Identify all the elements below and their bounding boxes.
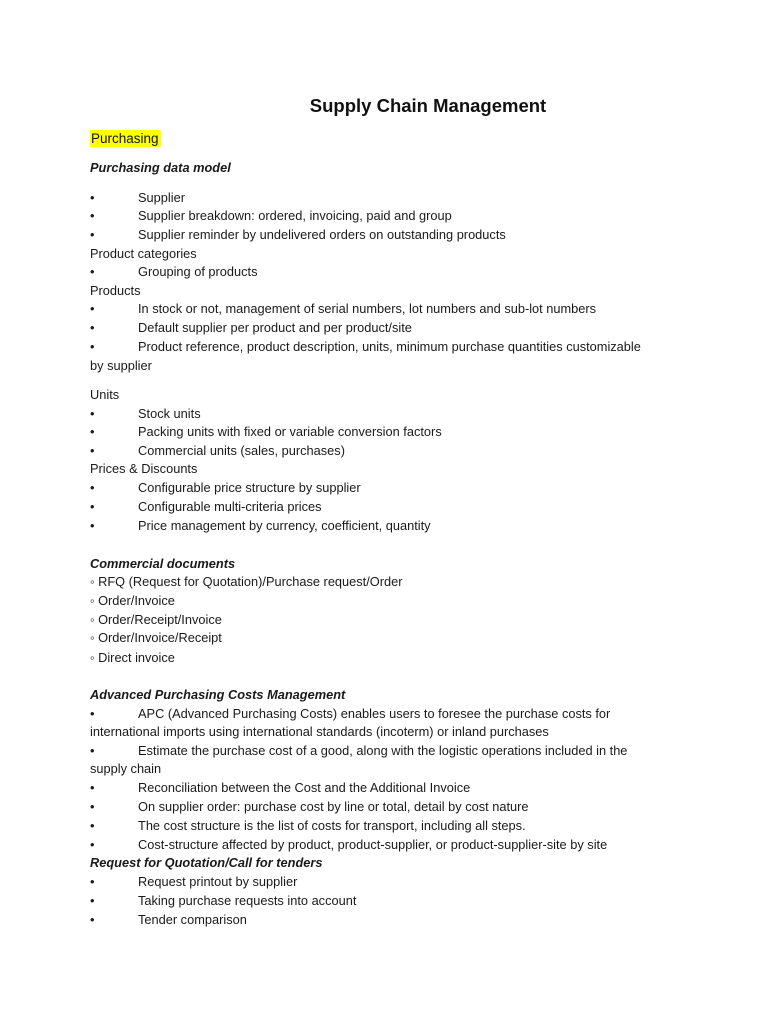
continuation-line: by supplier <box>90 358 152 373</box>
bullet-text: Grouping of products <box>138 264 258 279</box>
section-heading-purchasing: Purchasing <box>91 131 159 146</box>
bullet-text: Estimate the purchase cost of a good, along with the logistic operations included in the <box>138 743 628 758</box>
text-line: ◦ Order/Receipt/Invoice <box>90 612 222 627</box>
text-line: ◦ RFQ (Request for Quotation)/Purchase request/Order <box>90 574 403 589</box>
text-line: Units <box>90 387 120 402</box>
bullet-marker: • <box>90 406 95 421</box>
bullet-text: Request printout by supplier <box>138 874 298 889</box>
bullet-marker: • <box>90 443 95 458</box>
bullet-text: On supplier order: purchase cost by line or total, detail by cost nature <box>138 799 529 814</box>
bullet-marker: • <box>90 893 95 908</box>
bullet-marker: • <box>90 424 95 439</box>
text-line: Prices & Discounts <box>90 461 198 476</box>
text-line: Products <box>90 283 141 298</box>
bullet-marker: • <box>90 837 95 852</box>
bullet-marker: • <box>90 208 95 223</box>
bullet-marker: • <box>90 799 95 814</box>
bullet-text: Reconciliation between the Cost and the Additional Invoice <box>138 780 471 795</box>
bullet-text: The cost structure is the list of costs for transport, including all steps. <box>138 818 526 833</box>
subheading: Request for Quotation/Call for tenders <box>90 855 323 870</box>
text-line: ◦ Direct invoice <box>90 650 175 665</box>
bullet-text: Taking purchase requests into account <box>138 893 357 908</box>
bullet-text: Configurable price structure by supplier <box>138 480 361 495</box>
text-line: Product categories <box>90 246 197 261</box>
document-title: Supply Chain Management <box>309 95 547 116</box>
bullet-marker: • <box>90 320 95 335</box>
bullet-marker: • <box>90 264 95 279</box>
bullet-marker: • <box>90 227 95 242</box>
bullet-text: Cost-structure affected by product, product-supplier, or product-supplier-site by site <box>138 837 608 852</box>
bullet-text: Supplier reminder by undelivered orders on outstanding products <box>138 227 506 242</box>
bullet-text: Product reference, product description, units, minimum purchase quantities customizable <box>138 339 641 354</box>
bullet-text: Configurable multi-criteria prices <box>138 499 322 514</box>
bullet-marker: • <box>90 780 95 795</box>
subheading: Advanced Purchasing Costs Management <box>90 687 346 702</box>
bullet-marker: • <box>90 912 95 927</box>
bullet-marker: • <box>90 743 95 758</box>
bullet-text: Price management by currency, coefficient, quantity <box>138 518 431 533</box>
bullet-text: In stock or not, management of serial numbers, lot numbers and sub-lot numbers <box>138 301 597 316</box>
bullet-marker: • <box>90 818 95 833</box>
bullet-text: Stock units <box>138 406 201 421</box>
bullet-text: Supplier breakdown: ordered, invoicing, paid and group <box>138 208 452 223</box>
text-line: ◦ Order/Invoice/Receipt <box>90 630 222 645</box>
continuation-line: supply chain <box>90 761 162 776</box>
bullet-marker: • <box>90 518 95 533</box>
bullet-marker: • <box>90 480 95 495</box>
bullet-text: Supplier <box>138 190 185 205</box>
bullet-text: Commercial units (sales, purchases) <box>138 443 345 458</box>
bullet-marker: • <box>90 706 95 721</box>
bullet-marker: • <box>90 339 95 354</box>
bullet-marker: • <box>90 190 95 205</box>
bullet-text: Tender comparison <box>138 912 247 927</box>
bullet-marker: • <box>90 499 95 514</box>
bullet-text: Default supplier per product and per product/site <box>138 320 412 335</box>
bullet-text: APC (Advanced Purchasing Costs) enables users to foresee the purchase costs for <box>138 706 611 721</box>
bullet-marker: • <box>90 301 95 316</box>
subheading: Purchasing data model <box>90 160 231 175</box>
continuation-line: international imports using international standards (incoterm) or inland purchases <box>90 724 549 739</box>
subheading: Commercial documents <box>90 556 236 571</box>
text-line: ◦ Order/Invoice <box>90 593 175 608</box>
bullet-marker: • <box>90 874 95 889</box>
bullet-text: Packing units with fixed or variable conversion factors <box>138 424 442 439</box>
